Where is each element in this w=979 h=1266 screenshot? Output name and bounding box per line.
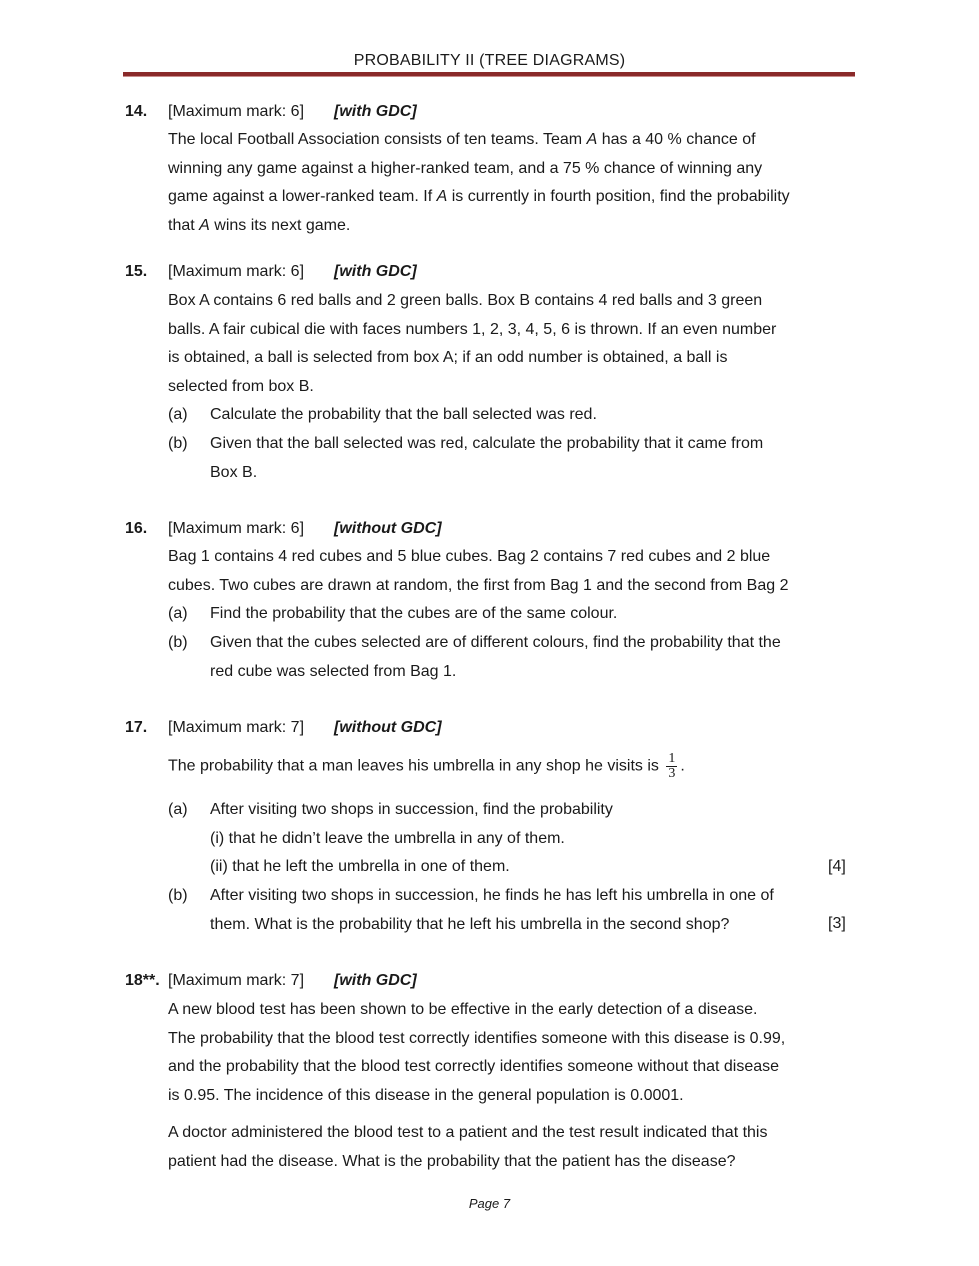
page-header-title: PROBABILITY II (TREE DIAGRAMS) <box>353 52 626 69</box>
body-line: is 0.95. The incidence of this disease in the general population is 0.0001. <box>168 1086 684 1104</box>
question-body-2 <box>168 1119 818 1176</box>
part-text: After visiting two shops in succession, he finds he has left his umbrella in one of them. What is the probability that he left his umbrella in the second shop? <box>210 887 774 933</box>
part-text: After visiting two shops in succession, find the probability <box>210 801 613 818</box>
gdc-note: [without GDC] <box>334 520 442 537</box>
page-footer: Page 7 <box>468 1196 511 1211</box>
body-line: balls. A fair cubical die with faces numbers 1, 2, 3, 4, 5, 6 is thrown. If an even number <box>168 320 777 338</box>
body-line: Box A contains 6 red balls and 2 green balls. Box B contains 4 red balls and 3 green <box>168 292 763 309</box>
part-text: Find the probability that the cubes are of the same colour. <box>210 605 618 622</box>
body-line: winning any game against a higher-ranked team, and a 75 % chance of winning any <box>168 159 763 177</box>
question-number: 14. <box>125 103 148 120</box>
question-header <box>168 263 417 281</box>
header-rule <box>123 72 855 77</box>
subpart-i: (i) that he didn’t leave the umbrella in any of them. <box>210 830 565 847</box>
question-number: 15. <box>125 263 148 280</box>
question-body <box>168 996 818 1110</box>
max-mark: [Maximum mark: 6] <box>168 103 305 120</box>
body-line: selected from box B. <box>168 377 314 395</box>
question-number: 16. <box>125 520 148 537</box>
body-line: A doctor administered the blood test to a patient and the test result indicated that this <box>168 1124 768 1141</box>
part-label: (a) <box>168 406 188 423</box>
body-line: cubes. Two cubes are drawn at random, the first from Bag 1 and the second from Bag 2 <box>168 576 789 594</box>
max-mark: [Maximum mark: 7] <box>168 719 305 736</box>
part-text: Given that the ball selected was red, calculate the probability that it came from Box B. <box>210 435 764 481</box>
gdc-note: [without GDC] <box>334 719 442 736</box>
gdc-note: [with GDC] <box>334 972 417 989</box>
gdc-note: [with GDC] <box>334 103 417 120</box>
question-body <box>168 543 818 600</box>
part-text: Calculate the probability that the ball selected was red. <box>210 406 597 423</box>
mark-allocation: [3] <box>828 915 846 932</box>
fraction: $\frac{1}{3}$ <box>668 751 676 781</box>
part-label: (a) <box>168 605 188 622</box>
body-line: that A wins its next game. <box>168 216 351 234</box>
part-label: (b) <box>168 634 188 651</box>
question-number: 17. <box>125 719 148 736</box>
body-line: Bag 1 contains 4 red cubes and 5 blue cubes. Bag 2 contains 7 red cubes and 2 blue <box>168 548 771 565</box>
body-line: and the probability that the blood test correctly identifies someone without that disease <box>168 1058 780 1076</box>
question-header <box>168 972 417 990</box>
max-mark: [Maximum mark: 7] <box>168 972 305 989</box>
question-number: 18**. <box>125 972 160 989</box>
max-mark: [Maximum mark: 6] <box>168 263 305 280</box>
body-line: game against a lower-ranked team. If A is currently in fourth position, find the probability <box>168 188 790 206</box>
question-body <box>168 126 818 240</box>
part-label: (b) <box>168 435 188 452</box>
body-line: is obtained, a ball is selected from box A; if an odd number is obtained, a ball is <box>168 349 728 367</box>
question-intro: The probability that a man leaves his umbrella in any shop he visits is $\frac{1}{3}$ . <box>168 751 685 781</box>
body-line: A new blood test has been shown to be effective in the early detection of a disease. <box>168 1001 758 1018</box>
part-label: (a) <box>168 801 188 818</box>
body-line: The local Football Association consists of ten teams. Team A has a 40 % chance of <box>168 131 756 148</box>
question-header <box>168 719 442 737</box>
part-label: (b) <box>168 887 188 904</box>
max-mark: [Maximum mark: 6] <box>168 520 305 537</box>
body-line: The probability that the blood test correctly identifies someone with this disease is 0.99, <box>168 1029 786 1047</box>
question-body <box>168 287 818 401</box>
question-header <box>168 520 442 538</box>
gdc-note: [with GDC] <box>334 263 417 280</box>
mark-allocation: [4] <box>828 858 846 875</box>
part-text: Given that the cubes selected are of different colours, find the probability that the red cube was selected from Bag 1. <box>210 634 781 680</box>
subpart-ii: (ii) that he left the umbrella in one of them. <box>210 858 510 875</box>
body-line: patient had the disease. What is the probability that the patient has the disease? <box>168 1152 736 1170</box>
question-header <box>168 103 417 121</box>
